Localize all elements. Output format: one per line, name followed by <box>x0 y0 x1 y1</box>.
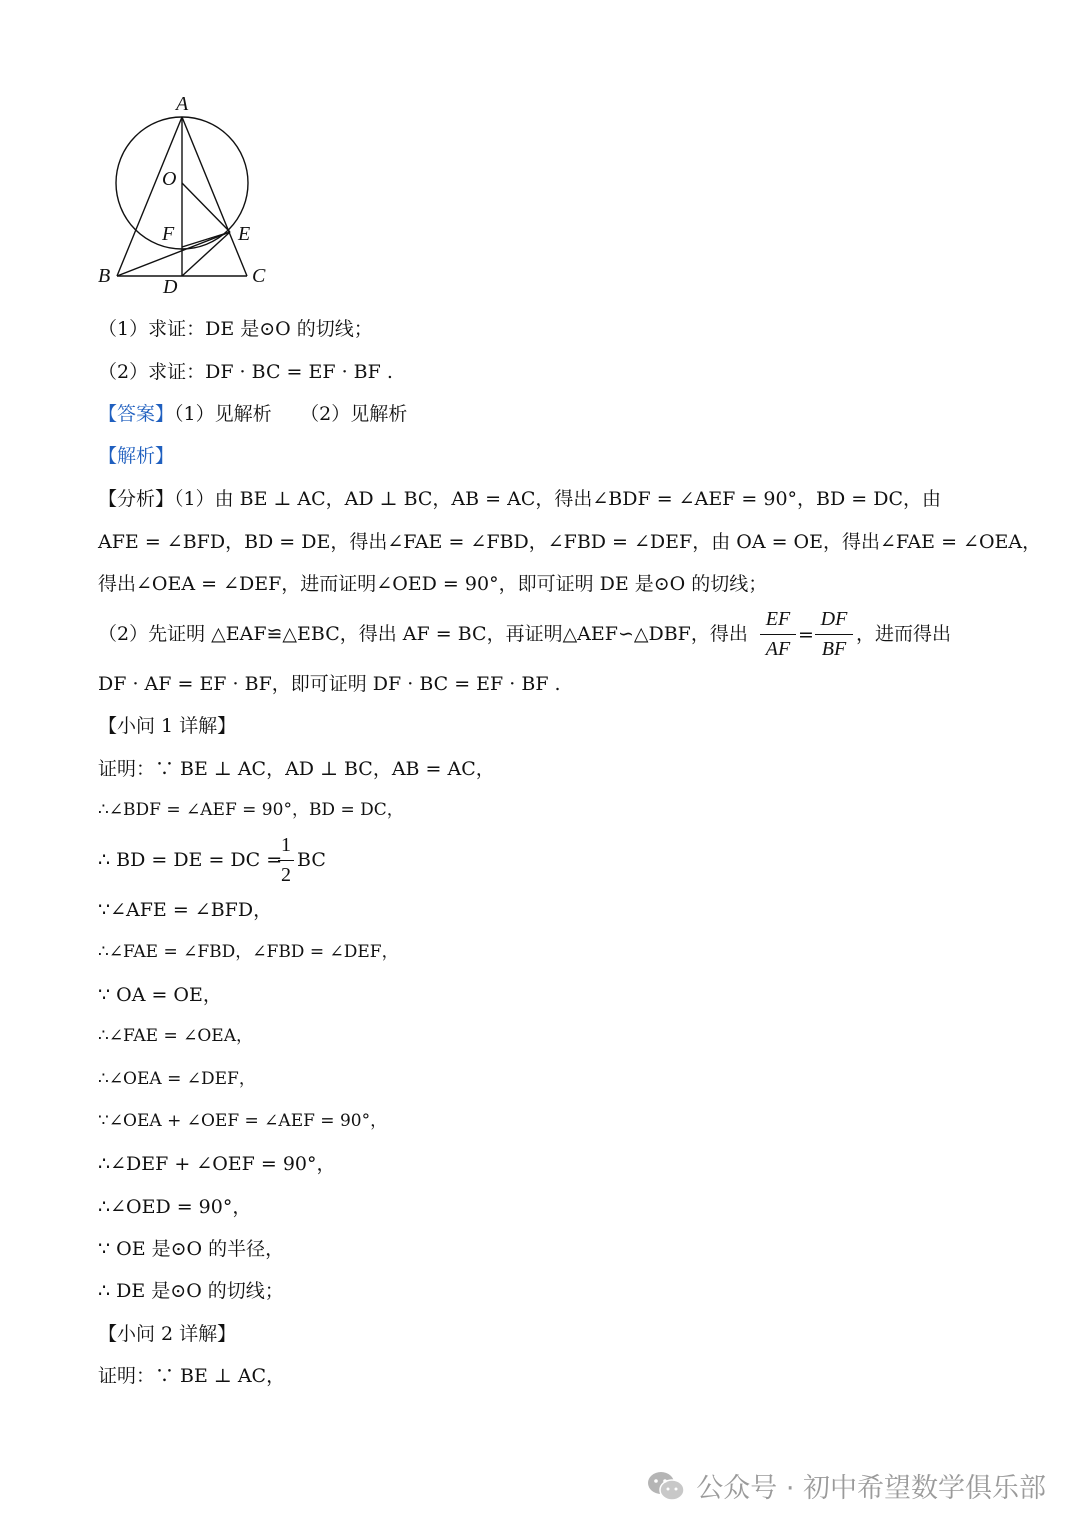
fraction-bar <box>278 860 294 861</box>
part1-line: ∵∠AFE = ∠BFD， <box>98 899 273 921</box>
fraction-denominator: AF <box>765 638 791 660</box>
label-o: O <box>162 168 177 190</box>
segment-ac <box>182 117 247 276</box>
question-1: （1）求证：DE 是⊙O 的切线； <box>98 318 373 340</box>
part1-line: ∴ DE 是⊙O 的切线； <box>98 1280 284 1302</box>
fenxi-line-4a: （2）先证明 △EAF≌△EBC，得出 AF = BC，再证明△AEF∽△DBF，得出 <box>98 623 748 645</box>
answer-tag: 【答案】 <box>98 403 175 425</box>
fraction-equals: = <box>798 624 814 646</box>
label-d: D <box>163 276 178 298</box>
part1-line: 证明：∵ BE ⊥ AC，AD ⊥ BC，AB = AC， <box>98 758 495 780</box>
fenxi-line-5: DF · AF = EF · BF，即可证明 DF · BC = EF · BF . <box>98 673 561 695</box>
analysis-tag: 【解析】 <box>98 445 175 467</box>
fenxi-line-4b: ，进而得出 <box>856 623 952 645</box>
part1-line: ∵ OE 是⊙O 的半径， <box>98 1238 285 1260</box>
part1-title: 【小问 1 详解】 <box>98 715 237 737</box>
fraction-ef-af <box>760 608 796 661</box>
part1-line: ∴ BD = DE = DC = <box>98 849 283 871</box>
part1-line: ∴∠FAE = ∠FBD，∠FBD = ∠DEF， <box>98 942 399 962</box>
label-c: C <box>252 265 266 287</box>
fraction-numerator: EF <box>765 608 791 630</box>
footer-text: 公众号 · 初中希望数学俱乐部 <box>696 1473 1046 1504</box>
wechat-icon <box>646 1470 686 1502</box>
part1-line: ∵ OA = OE， <box>98 984 222 1006</box>
segment-ab <box>117 117 182 276</box>
answer-line <box>98 405 407 424</box>
geometry-figure <box>90 90 280 300</box>
label-f: F <box>162 223 175 245</box>
part1-line: ∴∠BDF = ∠AEF = 90°，BD = DC， <box>98 800 404 820</box>
footer-watermark <box>646 1466 1046 1505</box>
part1-line: ∴∠DEF + ∠OEF = 90°， <box>98 1153 336 1175</box>
fraction-bar <box>815 634 853 635</box>
fenxi-tag: 【分析】 <box>98 488 175 510</box>
label-a: A <box>176 93 189 115</box>
fraction-df-bf <box>815 608 853 661</box>
part1-line: ∴∠OEA = ∠DEF， <box>98 1069 256 1089</box>
fenxi-line-1 <box>98 490 941 509</box>
fraction-numerator: 1 <box>281 834 291 856</box>
question-2: （2）求证：DF · BC = EF · BF . <box>98 361 393 383</box>
label-e: E <box>238 223 251 245</box>
fraction-numerator: DF <box>820 608 848 630</box>
part2-title: 【小问 2 详解】 <box>98 1323 237 1345</box>
part1-line: ∴∠OED = 90°， <box>98 1196 252 1218</box>
segment-de <box>182 232 230 276</box>
part2-line: 证明：∵ BE ⊥ AC， <box>98 1365 286 1387</box>
segment-oe <box>182 183 230 232</box>
fenxi-line-2: AFE = ∠BFD，BD = DE，得出∠FAE = ∠FBD，∠FBD = ∠DEF，由 OA = OE，得出∠FAE = ∠OEA， <box>98 531 1042 553</box>
circle-triangle-diagram <box>90 90 280 300</box>
label-b: B <box>98 265 111 287</box>
fraction-one-half <box>278 834 294 887</box>
fraction-denominator: BF <box>821 638 847 660</box>
part1-line: ∵∠OEA + ∠OEF = ∠AEF = 90°， <box>98 1111 388 1131</box>
half-tail: BC <box>297 849 326 871</box>
fraction-denominator: 2 <box>281 864 291 886</box>
part1-line: ∴∠FAE = ∠OEA， <box>98 1026 253 1046</box>
fenxi-text-1: （1）由 BE ⊥ AC，AD ⊥ BC，AB = AC，得出∠BDF = ∠AEF = 90°，BD = DC，由 <box>174 488 942 510</box>
answer-text: （1）见解析 （2）见解析 <box>174 403 408 425</box>
fraction-bar <box>760 634 796 635</box>
fenxi-line-3: 得出∠OEA = ∠DEF，进而证明∠OED = 90°，即可证明 DE 是⊙O 的切线； <box>98 573 768 595</box>
